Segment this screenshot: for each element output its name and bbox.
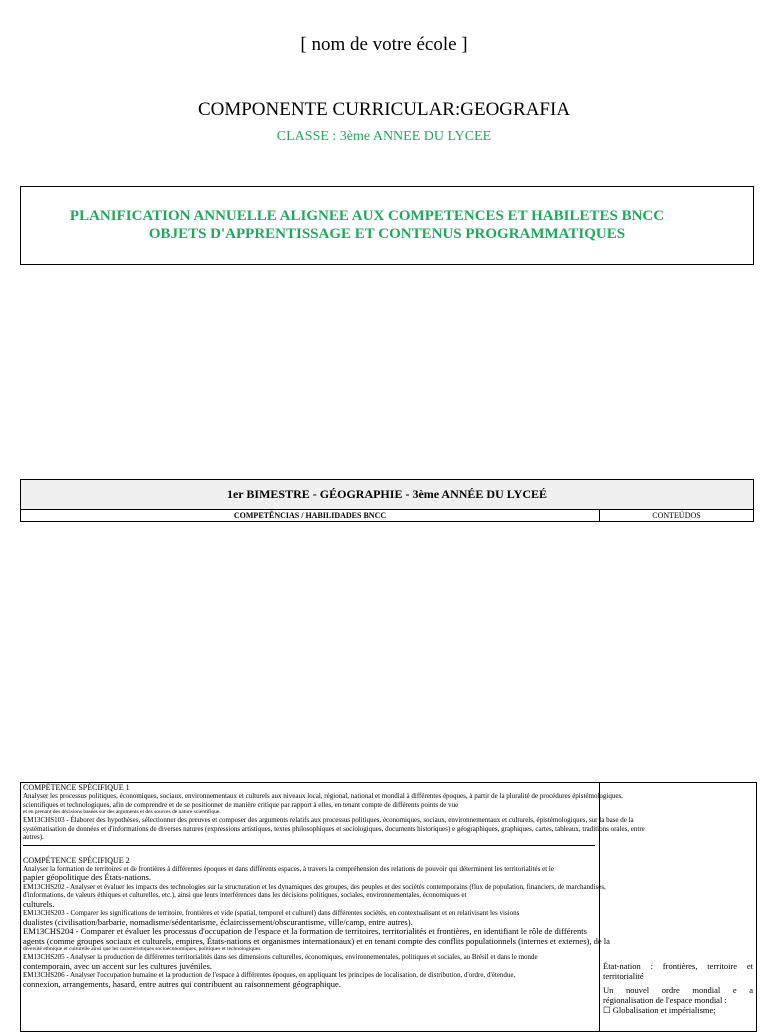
planification-box — [20, 186, 754, 265]
competence2-em202-cont: culturels. — [23, 898, 55, 909]
bimester-table — [20, 479, 754, 522]
planification-subtitle: OBJETS D'APPRENTISSAGE ET CONTENUS PROGRAMMATIQUES — [148, 226, 626, 242]
school-name: [ nom de votre école ] — [300, 34, 468, 55]
competence2-em203-cont: dualistes (civilisation/barbarie, nomadisme/sédentarisme, éclaircissement/obscurantisme, ville/camp, entre autres). — [23, 916, 413, 927]
competence2-em206-cont: connexion, arrangements, hasard, entre autres qui contribuent au raisonnement géographique. — [23, 978, 341, 989]
competence2-em202: EM13CHS202 - Analyser et évaluer les impacts des technologies sur la structuration et les dynamiques des groupes, des peuples et des sociétés contemporains (flux de population, financiers, de marchandises, d'informations, de valeurs éthiques et culturelles, etc.), ainsi que leurs interférences dans les décisions politiques, sociales, environnementales, économiques et — [23, 882, 606, 899]
competences-content — [20, 782, 757, 1032]
class-label: CLASSE : 3ème ANNEE DU LYCEE — [276, 129, 492, 144]
competence2-em204-cont2: diversité ethnique et culturelle ainsi que les caractéristiques socioéconomiques, politiques et technologiques. — [23, 946, 262, 952]
competence1-text: Analyser les processus politiques, économiques, sociaux, environnementaux et culturels aux niveaux local, régional, national et mondial à différentes époques, à partir de la pluralité de procédures épistémologiques, scientifiques et technologiques, afin de comprendre et de se positionner de manière critique par rapport à elles, en tenant compte de différents points de vue — [23, 792, 623, 809]
contenu-item-2: Un nouvel ordre mondial e a régionalisation de l'espace mondial : — [603, 985, 753, 1005]
column-contenus: CONTEÚDOS — [652, 511, 701, 520]
competence2-heading: COMPÉTENCE SPÉCIFIQUE 2 — [23, 855, 130, 865]
competence2-em206: EM13CHS206 - Analyser l'occupation humaine et la production de l'espace à différentes époques, en appliquant les principes de localisation, de distribution, d'ordre, d'étendue, — [23, 971, 516, 979]
contenu-item-3: ☐ Globalisation et impérialisme; — [603, 1005, 716, 1015]
bimester-title: 1er BIMESTRE - GÉOGRAPHIE - 3ème ANNÉE DU LYCEÉ — [21, 480, 753, 510]
competence2-em205: EM13CHS205 - Analyser la production de différentes territorialités dans ses dimensions culturelles, économiques, environnementales, politiques et sociales, au Brésil et dans le monde — [23, 953, 538, 961]
competence2-em204-cont: agents (comme groupes sociaux et culturels, empires, États-nations et organismes internationaux) et en tenant compte des conflits populationnels (internes et externes), de la — [23, 935, 610, 946]
planification-title: PLANIFICATION ANNUELLE ALIGNEE AUX COMPETENCES ET HABILETES BNCC — [69, 208, 665, 224]
competence1-text-cont: et en prenant des décisions basées sur des arguments et des sources de nature scientifique. — [23, 809, 221, 815]
competence2-em204: EM13CHS204 - Comparer et évaluer les processus d'occupation de l'espace et la formation de territoires, territorialités et frontières, en identifiant le rôle de différents — [23, 926, 587, 936]
competences-column — [23, 783, 648, 989]
competence-separator — [23, 845, 595, 846]
competence1-em103: EM13CHS103 - Élaborer des hypothèses, sélectionner des preuves et composer des arguments relatifs aux processus politiques, économiques, sociaux, environnementaux et culturels, épistémologiques, sur la base de la systématisation de données et d'informations de diverses natures (expressions artistiques, textes philosophiques et sociologiques, documents historiques) e géographiques, graphiques, cartes, tableaux, traditions orales, entre autres). — [23, 816, 645, 841]
competence2-em203: EM13CHS203 - Comparer les significations de territoire, frontières et vide (spatial, temporel et culturel) dans différentes sociétés, en contextualisant et en relativisant les visions — [23, 909, 520, 917]
competence2-text: Analyser la formation de territoires et de frontières à différentes époques et dans différents espaces, à travers la compréhension des relations de pouvoir qui déterminent les territorialités et le — [23, 864, 554, 873]
competence1-heading: COMPÉTENCE SPÉCIFIQUE 1 — [23, 783, 130, 792]
column-competences: COMPETÊNCIAS / HABILIDADES BNCC — [21, 510, 600, 521]
contenus-column — [603, 961, 753, 1015]
contenu-item-1: État-nation : frontières, territoire et territorialité — [603, 961, 753, 981]
competence2-em205-cont: contemporain, avec un accent sur les cultures juvéniles. — [23, 960, 213, 971]
bimester-columns — [21, 510, 753, 521]
competence2-text-cont: papier géopolitique des États-nations. — [23, 872, 151, 882]
component-title: COMPONENTE CURRICULAR:GEOGRAFIA — [197, 99, 571, 120]
